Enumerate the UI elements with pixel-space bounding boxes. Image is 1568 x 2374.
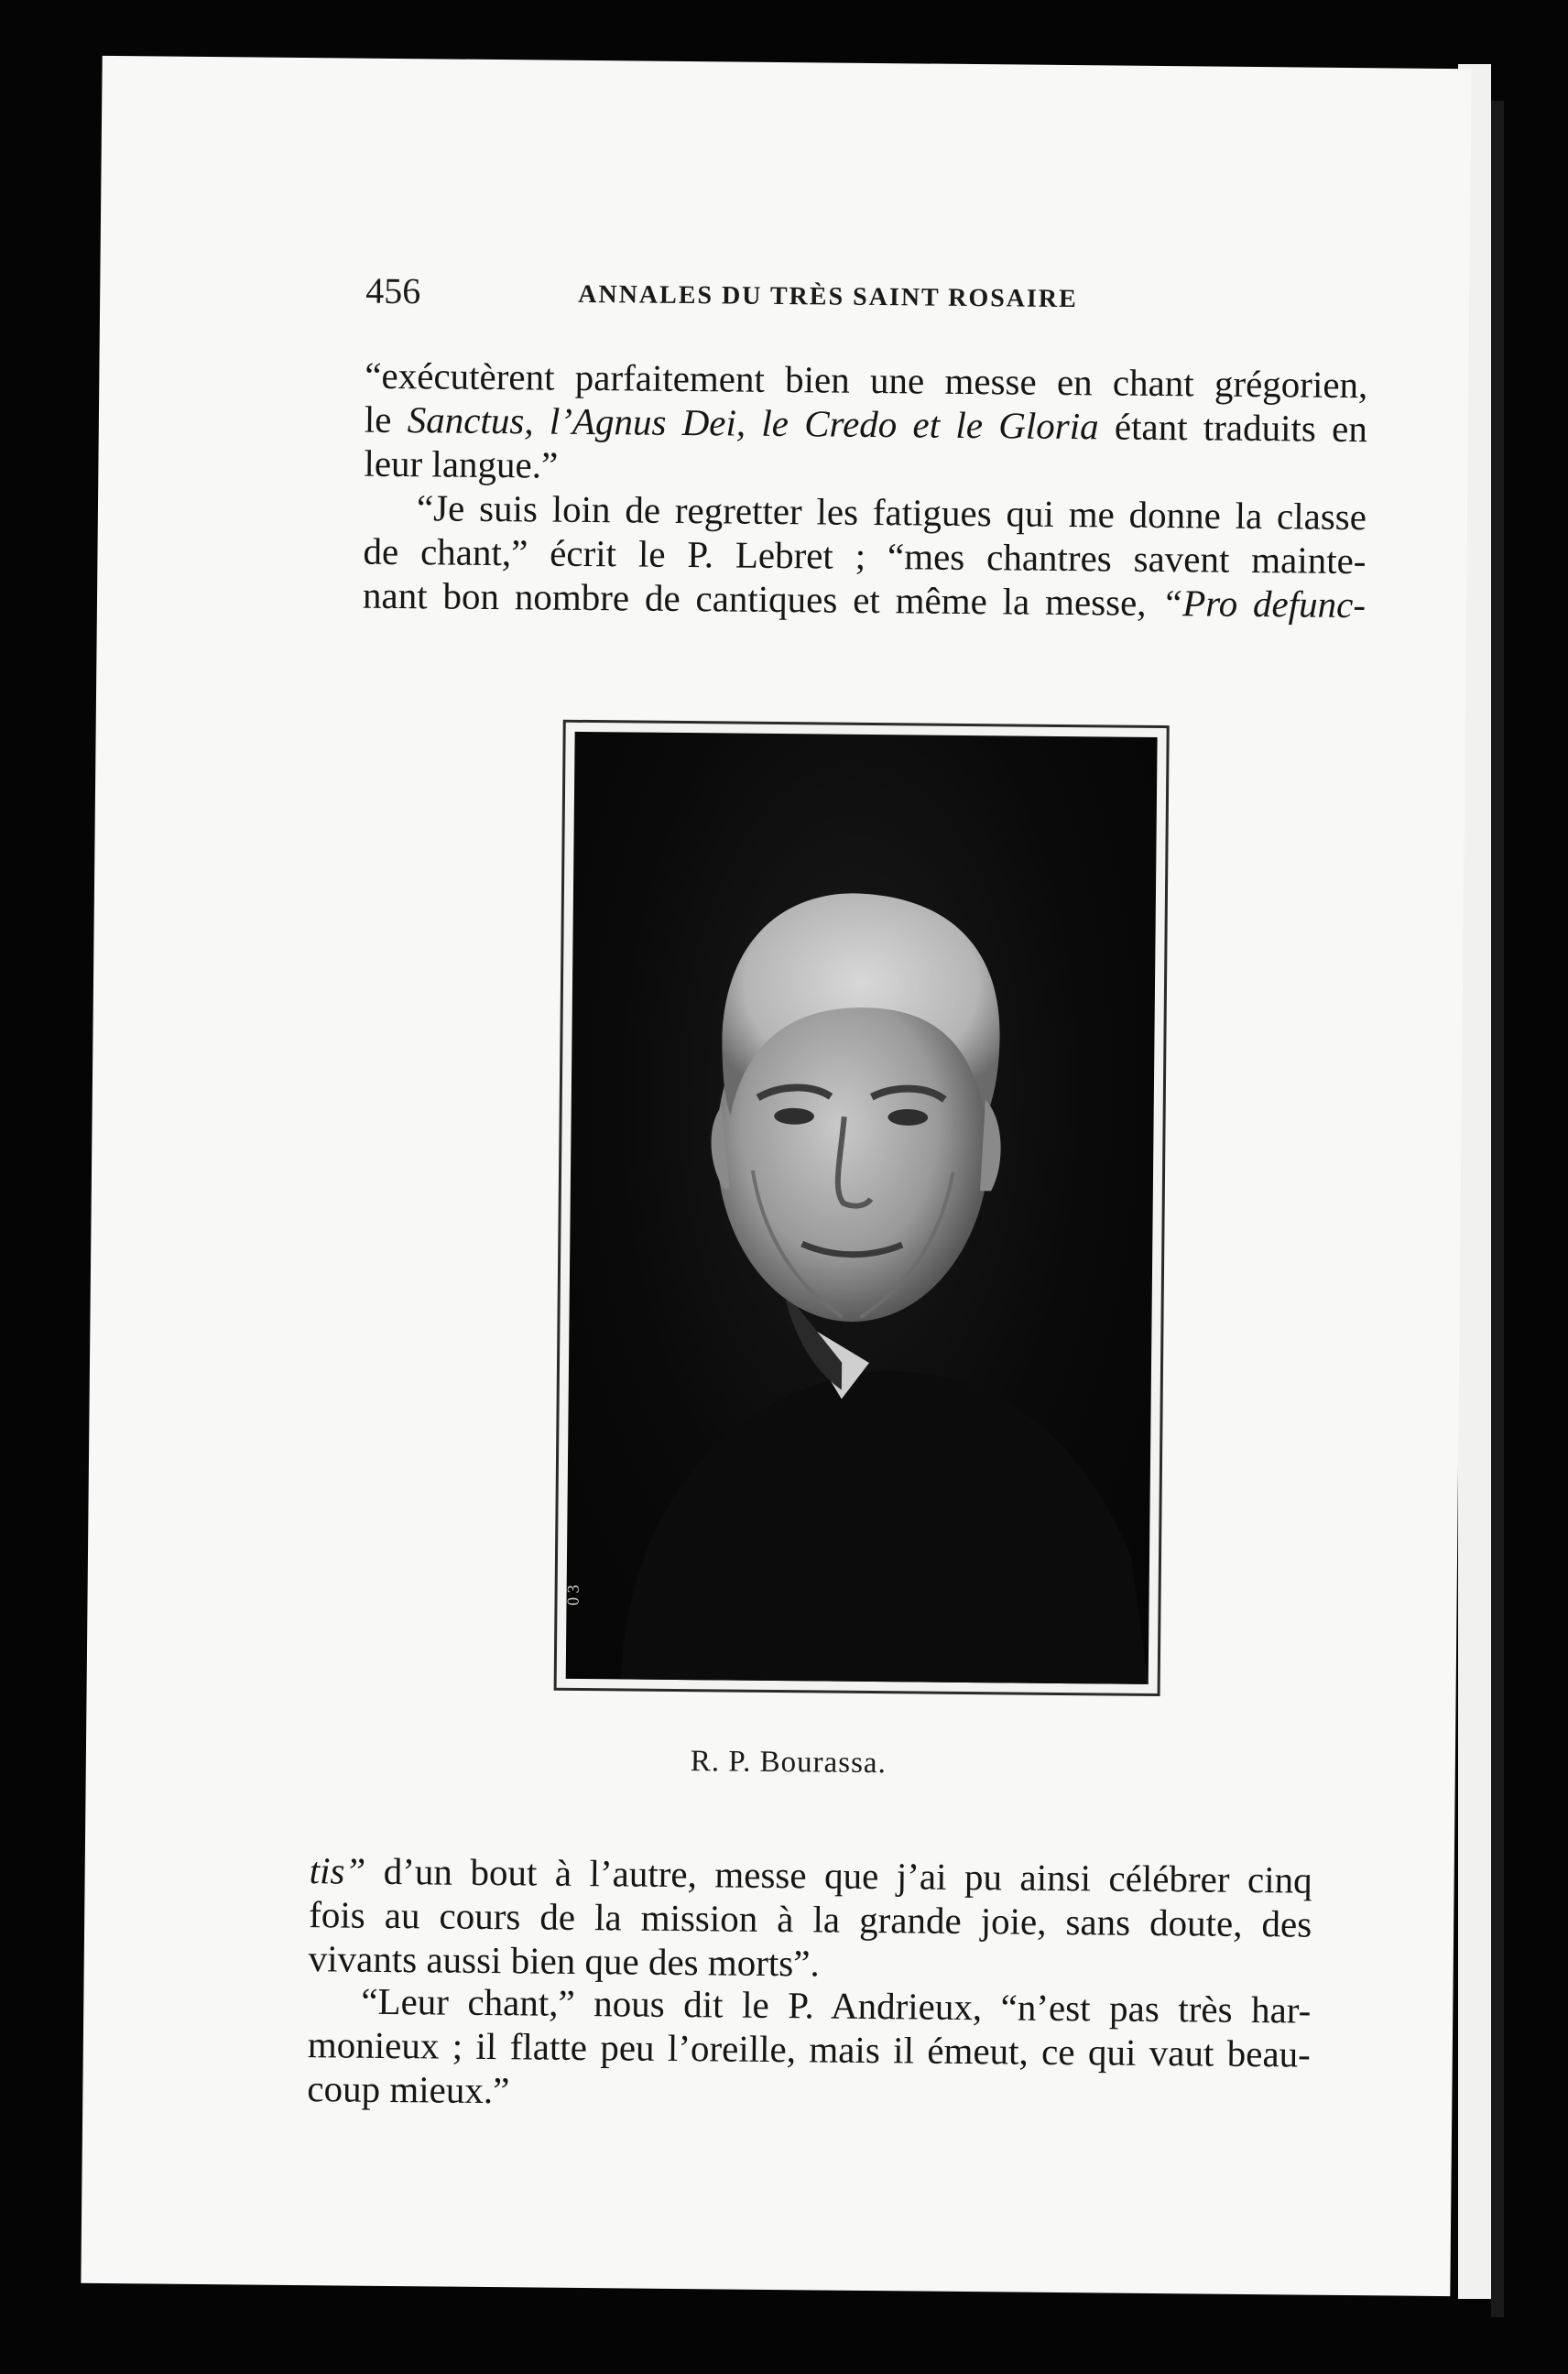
binding-shadow [1491,101,1504,2317]
text-span: le [364,397,408,441]
text-line: coup mieux.” [307,2067,510,2112]
text-line: monieux ; il flatte peu l’oreille, mais il émeut, ce qui vaut beau- [307,2023,1312,2075]
text-line: fois au cours de la mission à la grande joie, sans doute, des [309,1893,1312,1945]
text-span: nant bon nombre de cantiques et même la messe, [362,573,1162,625]
text-line: de chant,” écrit le P. Lebret ; “mes chantres savent mainte- [363,529,1367,583]
text-line: “Je suis loin de regretter les fatigues qui me donne la classe [416,486,1367,539]
italic-latin: “Pro defunc- [1161,582,1367,626]
running-head [365,269,1281,324]
text-line: leur langue.” [364,441,559,486]
paragraph-2 [363,485,1367,627]
text-line: “Leur chant,” nous dit le P. Andrieux, “n’est pas très har- [361,1979,1312,2031]
photo-plate-mark: 0 3 [563,1584,583,1606]
running-head-title: ANNALES DU TRÈS SAINT ROSAIRE [578,279,1078,314]
text-line: “exécutèrent parfaitement bien une messe en chant grégorien, [365,354,1368,407]
portrait-photo [563,732,1158,1684]
portrait-figure [554,720,1170,1696]
book-page [81,56,1471,2296]
paragraph-1 [364,354,1367,495]
text-span: étant traduits en [1098,405,1368,451]
paragraph-4 [307,1978,1311,2120]
portrait-image [566,732,1158,1684]
text-line: vivants aussi bien que des morts”. [308,1937,820,1985]
text-line [363,573,1366,627]
italic-latin: tis” [309,1849,366,1892]
text-span: d’un bout à l’autre, messe que j’ai pu ainsi célébrer cinq [365,1849,1312,1901]
figure-caption: R. P. Bourassa. [690,1745,887,1780]
paragraph-3 [309,1848,1312,1990]
italic-titles: Sanctus, l’Agnus Dei, le Credo et le Gloria [407,398,1099,448]
page-number: 456 [365,269,421,312]
